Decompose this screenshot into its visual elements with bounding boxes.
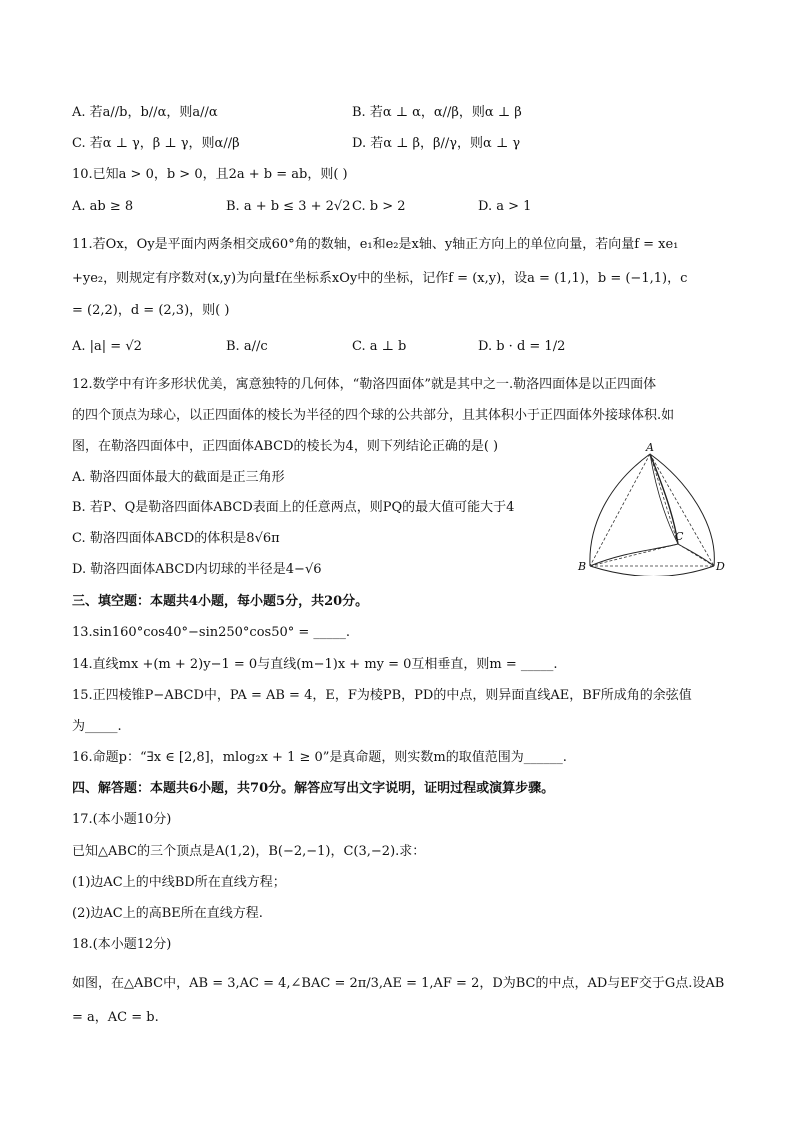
q11-stem-line3: = (2,2)，d = (2,3)，则( ) bbox=[72, 303, 230, 318]
arc-ad bbox=[650, 454, 714, 566]
q10-option-b: B. a + b ≤ 3 + 2√2 bbox=[226, 199, 351, 214]
q11-option-d: D. b · d = 1/2 bbox=[478, 339, 566, 354]
q10-option-a: A. ab ≥ 8 bbox=[72, 199, 134, 214]
q11-option-c: C. a ⊥ b bbox=[352, 339, 407, 354]
vertex-label-b: B bbox=[578, 560, 587, 573]
q17-part-1: (1)边AC上的中线BD所在直线方程； bbox=[72, 875, 286, 890]
q11-option-a: A. |a| = √2 bbox=[72, 339, 142, 354]
q9-option-d: D. 若α ⊥ β，β//γ，则α ⊥ γ bbox=[352, 136, 521, 151]
q12-stem-line1: 12.数学中有许多形状优美，寓意独特的几何体，“勒洛四面体”就是其中之一.勒洛四面体是以正四面体 bbox=[72, 377, 657, 392]
section-3-heading: 三、填空题：本题共4小题，每小题5分，共20分。 bbox=[72, 594, 369, 609]
vertex-label-d: D bbox=[716, 560, 725, 573]
q12-stem-line3: 图，在勒洛四面体中，正四面体ABCD的棱长为4，则下列结论正确的是( ) bbox=[72, 439, 499, 454]
q13: 13.sin160°cos40°−sin250°cos50° = _____. bbox=[72, 625, 351, 640]
q9-option-b: B. 若α ⊥ α，α//β，则α ⊥ β bbox=[352, 105, 522, 120]
q14: 14.直线mx +(m + 2)y−1 = 0与直线(m−1)x + my = 0互相垂直，则m = _____. bbox=[72, 657, 558, 672]
q15-line2: 为_____. bbox=[72, 719, 122, 734]
reuleaux-tetrahedron-figure bbox=[574, 440, 730, 576]
vertex-label-c: C bbox=[675, 530, 684, 543]
q9-option-c: C. 若α ⊥ γ，β ⊥ γ，则α//β bbox=[72, 136, 240, 151]
q17-part-2: (2)边AC上的高BE所在直线方程. bbox=[72, 906, 263, 921]
q15-line1: 15.正四棱锥P−ABCD中，PA = AB = 4，E，F为棱PB，PD的中点，则异面直线AE，BF所成角的余弦值 bbox=[72, 688, 692, 703]
q12-stem-line2: 的四个顶点为球心，以正四面体的棱长为半径的四个球的公共部分，且其体积小于正四面体外接球体积.如 bbox=[72, 408, 675, 423]
section-4-heading: 四、解答题：本题共6小题，共70分。解答应写出文字说明，证明过程或演算步骤。 bbox=[72, 781, 555, 796]
vertex-label-a: A bbox=[646, 441, 654, 454]
edge-bc bbox=[590, 544, 678, 566]
edge-ab bbox=[590, 454, 650, 566]
edge-ad bbox=[650, 454, 714, 566]
edge-ac bbox=[650, 454, 678, 544]
arc-ab bbox=[590, 454, 650, 566]
q18-heading: 18.(本小题12分) bbox=[72, 937, 172, 952]
q17-heading: 17.(本小题10分) bbox=[72, 812, 172, 827]
q11-stem-line1: 11.若Ox，Oy是平面内两条相交成60°角的数轴，e₁和e₂是x轴、y轴正方向上的单位向量，若向量f = xe₁ bbox=[72, 237, 679, 252]
q17-stem: 已知△ABC的三个顶点是A(1,2)，B(−2,−1)，C(3,−2).求： bbox=[72, 844, 426, 859]
q12-option-d: D. 勒洛四面体ABCD内切球的半径是4−√6 bbox=[72, 562, 322, 577]
q10-stem: 10.已知a > 0，b > 0，且2a + b = ab，则( ) bbox=[72, 167, 348, 182]
q12-option-b: B. 若P、Q是勒洛四面体ABCD表面上的任意两点，则PQ的最大值可能大于4 bbox=[72, 500, 515, 515]
q18-stem-line2: = a，AC = b. bbox=[72, 1010, 159, 1025]
q11-option-b: B. a//c bbox=[226, 339, 268, 354]
q16: 16.命题p：“∃x ∈ [2,8]，mlog₂x + 1 ≥ 0”是真命题，则实数m的取值范围为______. bbox=[72, 750, 567, 765]
q10-option-c: C. b > 2 bbox=[352, 199, 406, 214]
q11-stem-line2: +ye₂，则规定有序数对(x,y)为向量f在坐标系xOy中的坐标，记作f = (x,y)，设a = (1,1)，b = (−1,1)，c bbox=[72, 271, 688, 286]
q10-option-d: D. a > 1 bbox=[478, 199, 532, 214]
q12-option-c: C. 勒洛四面体ABCD的体积是8√6π bbox=[72, 531, 280, 546]
edge-cd bbox=[678, 544, 714, 566]
arc-bd-front bbox=[590, 566, 714, 576]
q12-option-a: A. 勒洛四面体最大的截面是正三角形 bbox=[72, 470, 285, 485]
q18-stem-line1: 如图，在△ABC中，AB = 3,AC = 4,∠BAC = 2π/3,AE = 1,AF = 2，D为BC的中点，AD与EF交于G点.设AB bbox=[72, 976, 725, 991]
q9-option-a: A. 若a//b，b//α，则a//α bbox=[72, 105, 218, 120]
